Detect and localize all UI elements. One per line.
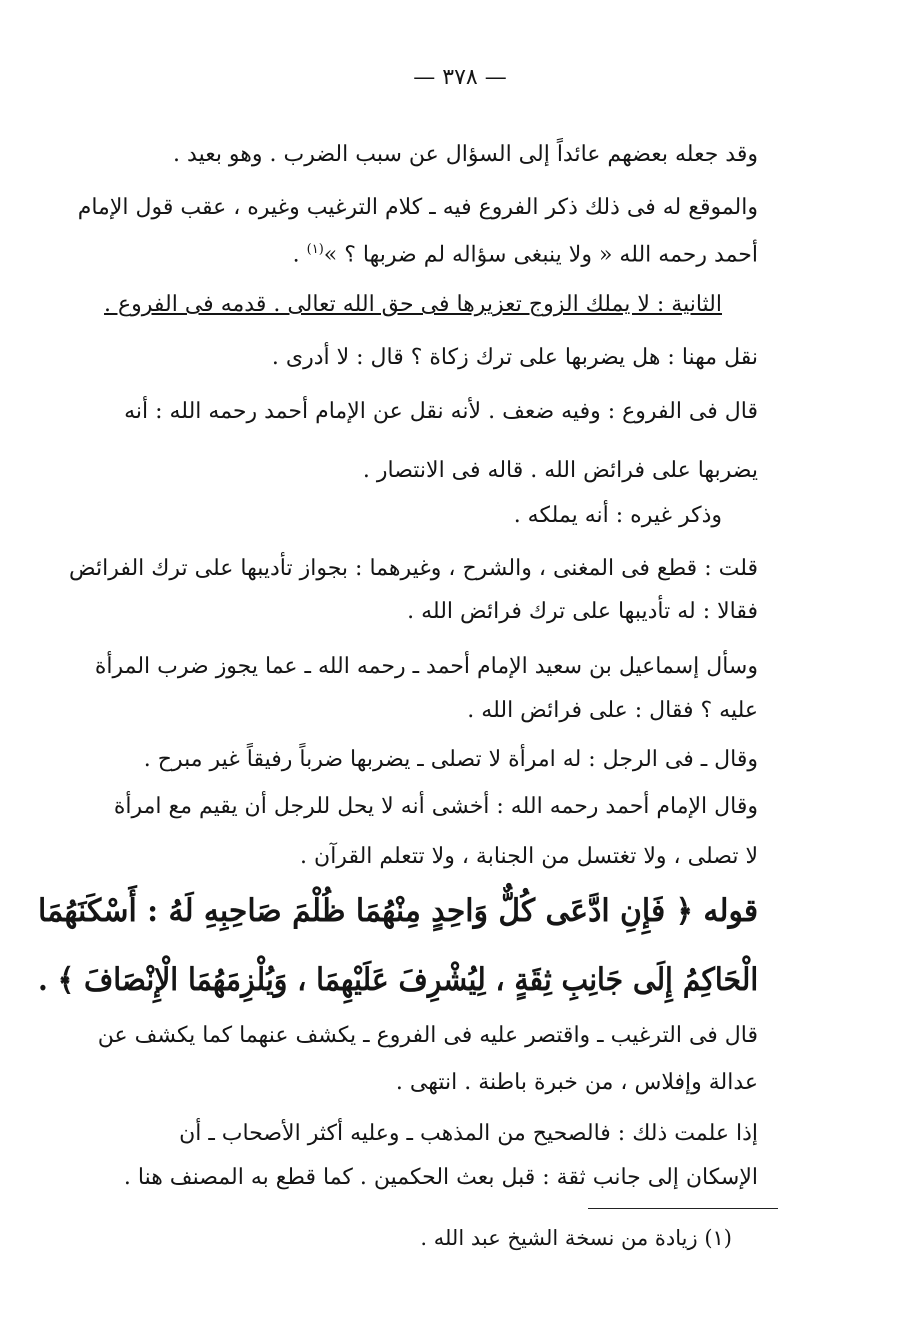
text-line: نقل مهنا : هل يضربها على ترك زكاة ؟ قال : لا أدرى . (271, 345, 758, 370)
text-line: أحمد رحمه الله « ولا ينبغى سؤاله لم ضربها ؟ »$^{(١)}$ . (292, 242, 758, 268)
text-line: الإسكان إلى جانب ثقة : قبل بعث الحكمين . كما قطع به المصنف هنا . (123, 1165, 758, 1190)
text-line: الثانية : لا يملك الزوج تعزيرها فى حق الله تعالى . قدمه فى الفروع . (104, 292, 722, 317)
footnote: (١) زيادة من نسخة الشيخ عبد الله . (420, 1226, 732, 1250)
quran-verse-line: قوله ﴿ فَإِنِ ادَّعَى كُلٌّ وَاحِدٍ مِنْهُمَا ظُلْمَ صَاحِبِهِ لَهُ : أَسْكَنَهُمَا (37, 893, 758, 929)
text-line: لا تصلى ، ولا تغتسل من الجنابة ، ولا تتعلم القرآن . (300, 844, 758, 869)
footnote-marker: (١) (306, 242, 324, 257)
text-line: وقال الإمام أحمد رحمه الله : أخشى أنه لا يحل للرجل أن يقيم مع امرأة (113, 794, 758, 819)
text-line: قلت : قطع فى المغنى ، والشرح ، وغيرهما : بجواز تأديبها على ترك الفرائض (69, 556, 758, 581)
text-line: يضربها على فرائض الله . قاله فى الانتصار . (362, 458, 758, 483)
page-number: — ٣٧٨ — (413, 65, 507, 90)
text-line: وقال ـ فى الرجل : له امرأة لا تصلى ـ يضربها ضرباً رفيقاً غير مبرح . (143, 747, 758, 772)
text-line: وذكر غيره : أنه يملكه . (513, 503, 722, 528)
text-line: وقد جعله بعضهم عائداً إلى السؤال عن سبب الضرب . وهو بعيد . (173, 142, 758, 167)
text-line: وسأل إسماعيل بن سعيد الإمام أحمد ـ رحمه الله ـ عما يجوز ضرب المرأة (94, 654, 758, 679)
text-line: قال فى الترغيب ـ واقتصر عليه فى الفروع ـ يكشف عنهما كما يكشف عن (97, 1023, 758, 1048)
text-line: فقالا : له تأديبها على ترك فرائض الله . (407, 599, 758, 624)
text-line: قال فى الفروع : وفيه ضعف . لأنه نقل عن الإمام أحمد رحمه الله : أنه (124, 399, 758, 424)
text-line: عليه ؟ فقال : على فرائض الله . (467, 698, 758, 723)
footnote-divider (588, 1208, 778, 1209)
text-line: والموقع له فى ذلك ذكر الفروع فيه ـ كلام الترغيب وغيره ، عقب قول الإمام (77, 195, 758, 220)
text-line: عدالة وإفلاس ، من خبرة باطنة . انتهى . (395, 1070, 758, 1095)
quran-verse-line: الْحَاكِمُ إِلَى جَانِبِ ثِقَةٍ ، لِيُشْرِفَ عَلَيْهِمَا ، وَيُلْزِمَهُمَا الْإِنْصَافَ ﴾ . (37, 962, 758, 998)
text-line: إذا علمت ذلك : فالصحيح من المذهب ـ وعليه أكثر الأصحاب ـ أن (179, 1121, 758, 1146)
